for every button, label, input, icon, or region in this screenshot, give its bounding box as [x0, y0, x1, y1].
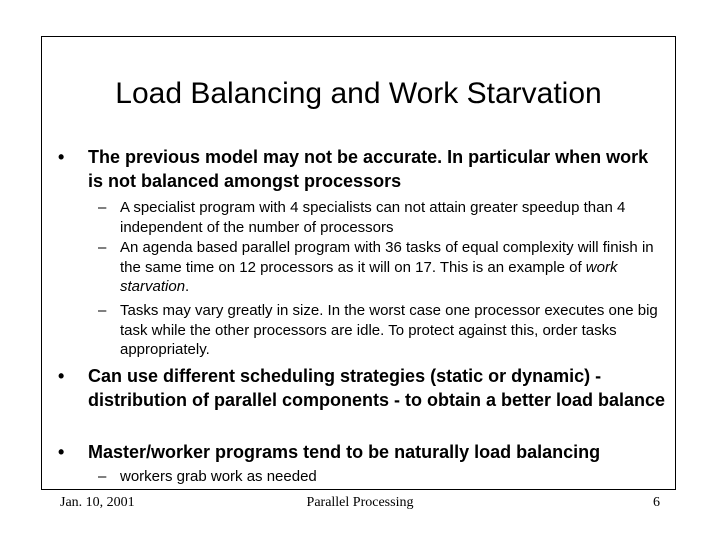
sub-bullet-item — [98, 198, 668, 237]
sub-bullet-text — [120, 238, 665, 297]
sub-bullet-item — [98, 238, 668, 297]
bullet-text: Master/worker programs tend to be naturally load balancing — [88, 442, 601, 462]
bullet-marker: • — [58, 366, 65, 386]
bullet-marker: • — [58, 442, 65, 462]
footer-course: Parallel Processing — [306, 495, 414, 510]
sub-bullet-text: A specialist program with 4 specialists can not attain greater speedup than 4 independent of the number of processors — [120, 199, 626, 236]
bullet-marker: • — [58, 147, 65, 167]
bullet-item — [58, 145, 668, 193]
bullet-text: Can use different scheduling strategies (static or dynamic) - distribution of parallel components - to obtain a better load balance — [88, 366, 666, 410]
sub-bullet-item — [98, 301, 668, 360]
bullet-item — [58, 440, 668, 464]
footer-page-number: 6 — [653, 495, 660, 510]
sub-bullet-item — [98, 467, 668, 487]
slide-title: Load Balancing and Work Starvation — [115, 77, 602, 110]
sub-bullet-text: workers grab work as needed — [120, 468, 317, 485]
sub-bullet-marker: – — [98, 199, 107, 216]
sub-bullet-text: Tasks may vary greatly in size. In the worst case one processor executes one big task while the other processors are idle. To protect against this, order tasks appropriately. — [120, 302, 658, 358]
bullet-text: The previous model may not be accurate. In particular when work is not balanced amongst processors — [88, 147, 649, 191]
sub-bullet-text-end: . — [185, 278, 190, 295]
footer-date: Jan. 10, 2001 — [60, 495, 135, 510]
sub-bullet-text-plain: An agenda based parallel program with 36 tasks of equal complexity will finish in the same time on 12 processors as it will on 17. This is an example of — [120, 239, 654, 276]
sub-bullet-marker: – — [98, 239, 107, 256]
sub-bullet-marker: – — [98, 302, 107, 319]
sub-bullet-text-emphasis: work starvation — [120, 258, 618, 295]
bullet-item — [58, 364, 668, 436]
sub-bullet-marker: – — [98, 468, 107, 485]
